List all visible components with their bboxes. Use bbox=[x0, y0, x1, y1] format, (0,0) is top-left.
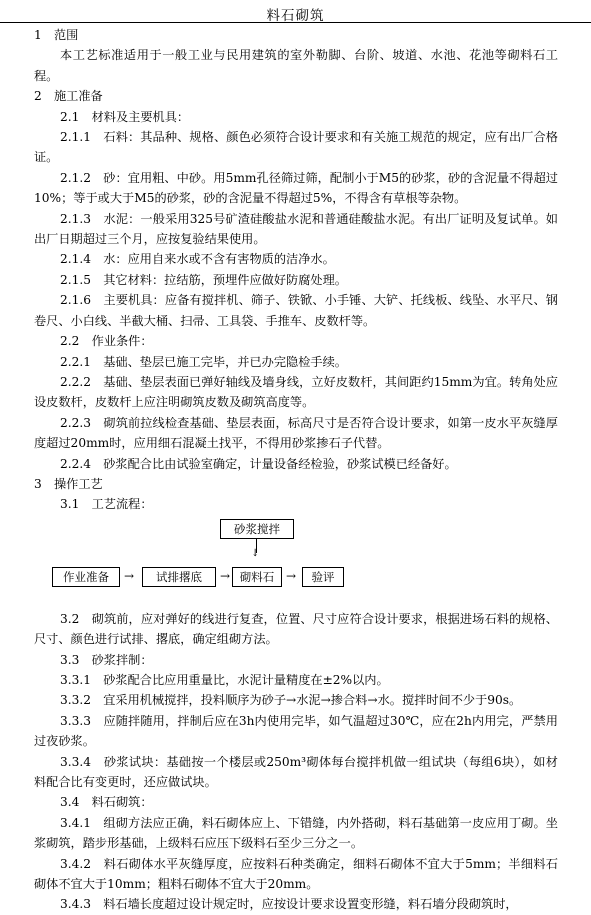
section-1-text: 本工艺标准适用于一般工业与民用建筑的室外勒脚、台阶、坡道、水池、花池等砌料石工程。 bbox=[34, 48, 558, 83]
clause-2-1-6: 2.1.6 主要机具：应备有搅拌机、筛子、铁锨、小手锤、大铲、托线板、线坠、水平尺、钢卷尺、小白线、半截大桶、扫帚、工具袋、手推车、皮数杆等。 bbox=[34, 293, 558, 328]
section-2-1-heading: 2.1 材料及主要机具： bbox=[60, 109, 190, 124]
clause-2-1-5: 2.1.5 其它材料：拉结筋，预埋件应做好防腐处理。 bbox=[60, 272, 347, 287]
flow-box-mortar-mixing: 砂浆搅拌 bbox=[220, 519, 294, 539]
flow-arrow-1: → bbox=[124, 568, 135, 583]
flow-box-step-1: 作业准备 bbox=[52, 567, 120, 587]
flow-down-arrow: ↓ bbox=[251, 547, 260, 559]
flow-arrow-3: → bbox=[286, 568, 297, 583]
section-2-2-heading: 2.2 作业条件： bbox=[60, 334, 153, 349]
process-flowchart bbox=[34, 517, 558, 607]
clause-2-2-3: 2.2.3 砌筑前拉线检查基础、垫层表面，标高尺寸是否符合设计要求，如第一皮水平灰缝厚度超过20mm时，应用细石混凝土找平，不得用砂浆掺石子代替。 bbox=[34, 415, 558, 451]
flow-box-step-2: 试排撂底 bbox=[142, 567, 216, 587]
clause-2-1-2: 2.1.2 砂：宜用粗、中砂。用5mm孔径筛过筛，配制小于M5的砂浆，砂的含泥量不得超过10%；等于或大于M5的砂浆，砂的含泥量不得超过5%，不得含有草根等杂物。 bbox=[34, 170, 558, 206]
section-1-heading: 1 范围 bbox=[34, 28, 79, 42]
clause-3-3-1: 3.3.1 砂浆配合比应用重量比，水泥计量精度在±2%以内。 bbox=[60, 672, 389, 687]
flow-arrow-2: → bbox=[220, 568, 231, 583]
title-rule bbox=[0, 22, 591, 23]
clause-3-4-2: 3.4.2 料石砌体水平灰缝厚度，应按料石种类确定，细料石砌体不宜大于5mm；半细料石砌体不宜大于10mm；粗料石砌体不宜大于20mm。 bbox=[34, 856, 558, 892]
clause-2-2-4: 2.2.4 砂浆配合比由试验室确定，计量设备经检验，砂浆试模已经备好。 bbox=[60, 456, 457, 471]
section-3-4-heading: 3.4 料石砌筑： bbox=[60, 795, 153, 810]
clause-3-4-3: 3.4.3 料石墙长度超过设计规定时，应按设计要求设置变形缝，料石墙分段砌筑时， bbox=[60, 897, 518, 912]
section-3-3-heading: 3.3 砂浆拌制： bbox=[60, 652, 153, 667]
flow-box-step-4: 验评 bbox=[302, 567, 344, 587]
flow-box-step-3: 砌料石 bbox=[232, 567, 282, 587]
clause-3-3-2: 3.3.2 宜采用机械搅拌，投料顺序为砂子→水泥→掺合料→水。搅拌时间不少于90s。 bbox=[60, 693, 522, 708]
section-3-1-heading: 3.1 工艺流程： bbox=[60, 497, 153, 512]
section-3-heading: 3 操作工艺 bbox=[34, 476, 103, 491]
page-title: 料石砌筑 bbox=[266, 8, 325, 24]
document-body bbox=[34, 25, 558, 915]
clause-2-2-2: 2.2.2 基础、垫层表面已弹好轴线及墙身线，立好皮数杆，其间距约15mm为宜。转角处应设皮数杆，皮数杆上应注明砌筑皮数及砌筑高度等。 bbox=[34, 374, 558, 410]
clause-3-2: 3.2 砌筑前，应对弹好的线进行复查，位置、尺寸应符合设计要求，根据进场石料的规格、尺寸、颜色进行试排、撂底，确定组砌方法。 bbox=[34, 611, 558, 647]
clause-2-2-1: 2.2.1 基础、垫层已施工完毕，并已办完隐检手续。 bbox=[60, 354, 347, 369]
clause-2-1-4: 2.1.4 水：应用自来水或不含有害物质的洁净水。 bbox=[60, 252, 335, 267]
clause-2-1-1: 2.1.1 石料：其品种、规格、颜色必须符合设计要求和有关施工规范的规定，应有出厂合格证。 bbox=[34, 130, 558, 165]
section-2-heading: 2 施工准备 bbox=[34, 89, 103, 104]
clause-3-3-4: 3.3.4 砂浆试块：基础按一个楼层或250m³砌体每台搅拌机做一组试块（每组6块），如材料配合比有变更时，还应做试块。 bbox=[34, 754, 558, 789]
clause-3-4-1: 3.4.1 组砌方法应正确，料石砌体应上、下错缝，内外搭砌，料石基础第一皮应用丁砌。坐浆砌筑，踏步形基础，上级料石应压下级料石至少三分之一。 bbox=[34, 815, 558, 851]
clause-3-3-3: 3.3.3 应随拌随用，拌制后应在3h内使用完毕，如气温超过30℃，应在2h内用完，严禁用过夜砂浆。 bbox=[34, 713, 558, 749]
clause-2-1-3: 2.1.3 水泥：一般采用325号矿渣硅酸盐水泥和普通硅酸盐水泥。有出厂证明及复试单。如出厂日期超过三个月，应按复验结果使用。 bbox=[34, 211, 558, 247]
